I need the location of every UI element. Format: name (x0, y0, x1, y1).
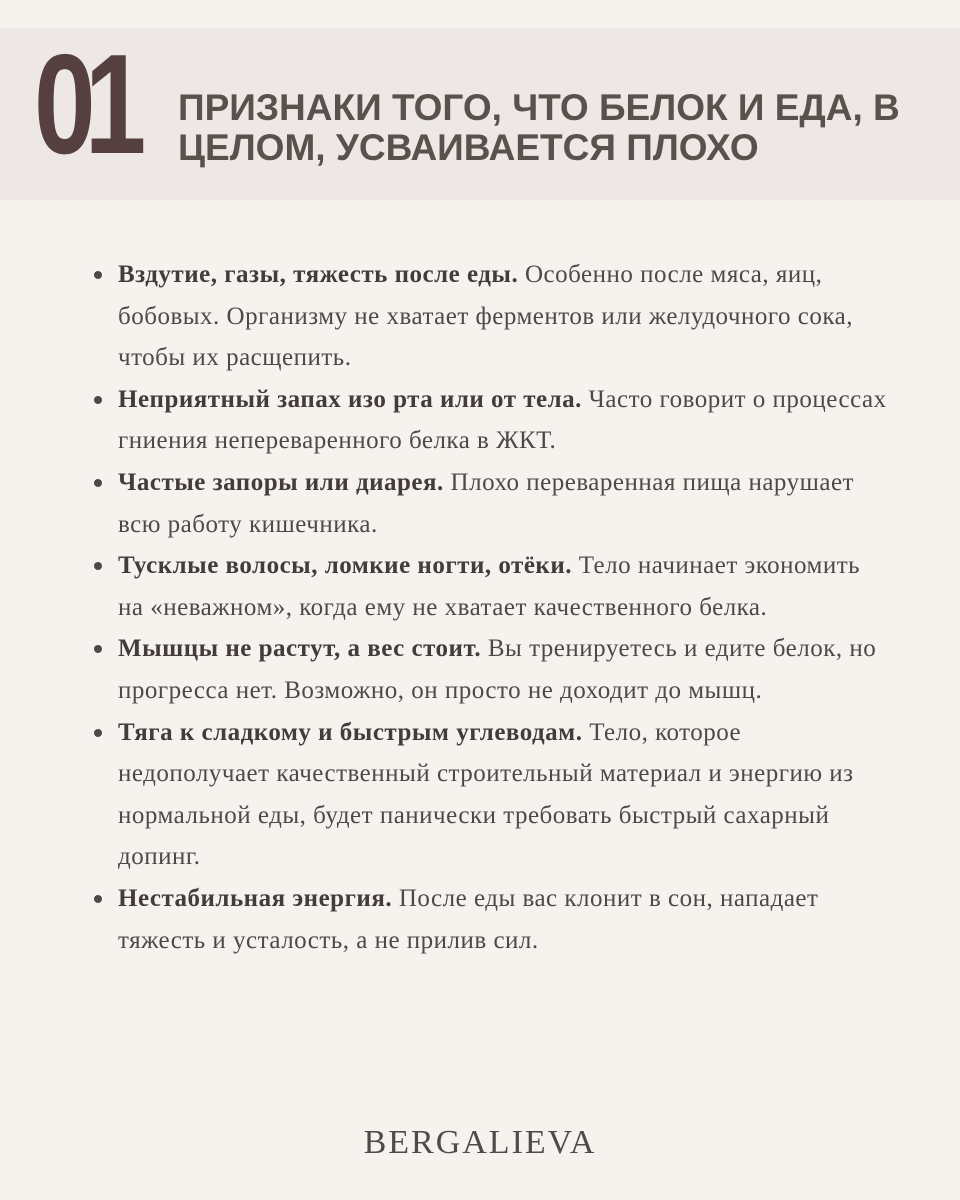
list-item (90, 379, 890, 462)
page-title: ПРИЗНАКИ ТОГО, ЧТО БЕЛОК И ЕДА, В ЦЕЛОМ, УСВАИВАЕТСЯ ПЛОХО (178, 87, 900, 168)
item-heading: Мышцы не растут, а вес стоит. (118, 635, 482, 663)
bullet-icon (94, 645, 102, 653)
item-heading: Тусклые волосы, ломкие ногти, отёки. (118, 552, 572, 580)
list-item (90, 462, 890, 545)
item-text: Тело, которое недополучает качественный строительный материал и энергию из нормальной еды, будет панически требовать быстрый сахарный допинг. (118, 718, 854, 871)
bullet-icon (94, 396, 102, 404)
bullet-icon (94, 479, 102, 487)
item-text: После еды вас клонит в сон, нападает тяжесть и усталость, а не прилив сил. (118, 884, 819, 954)
item-heading: Частые запоры или диарея. (118, 468, 444, 496)
list-item (90, 878, 890, 961)
item-heading: Нестабильная энергия. (118, 884, 393, 912)
list-item (90, 628, 890, 711)
item-text: Часто говорит о процессах гниения непереваренного белка в ЖКТ. (118, 385, 887, 455)
list-item (90, 712, 890, 878)
bullet-icon (94, 895, 102, 903)
item-text: Вы тренируетесь и едите белок, но прогресса нет. Возможно, он просто не доходит до мышц. (118, 635, 877, 704)
item-text: Плохо переваренная пища нарушает всю работу кишечника. (118, 468, 854, 538)
signs-list (90, 254, 890, 961)
bullet-icon (94, 271, 102, 279)
item-text: Особенно после мяса, яиц, бобовых. Организму не хватает ферментов или желудочного сока, чтобы их расщепить. (118, 261, 853, 372)
item-heading: Тяга к сладкому и быстрым углеводам. (118, 718, 583, 746)
item-heading: Неприятный запах изо рта или от тела. (118, 385, 582, 413)
bullet-icon (94, 562, 102, 570)
list-item (90, 254, 890, 379)
item-heading: Вздутие, газы, тяжесть после еды. (118, 261, 519, 288)
item-text: Тело начинает экономить на «неважном», когда ему не хватает качественного белка. (118, 552, 861, 621)
brand-logo: BERGALIEVA (363, 1124, 597, 1161)
list-item (90, 545, 890, 628)
section-number: 01 (34, 25, 136, 184)
bullet-icon (94, 729, 102, 737)
